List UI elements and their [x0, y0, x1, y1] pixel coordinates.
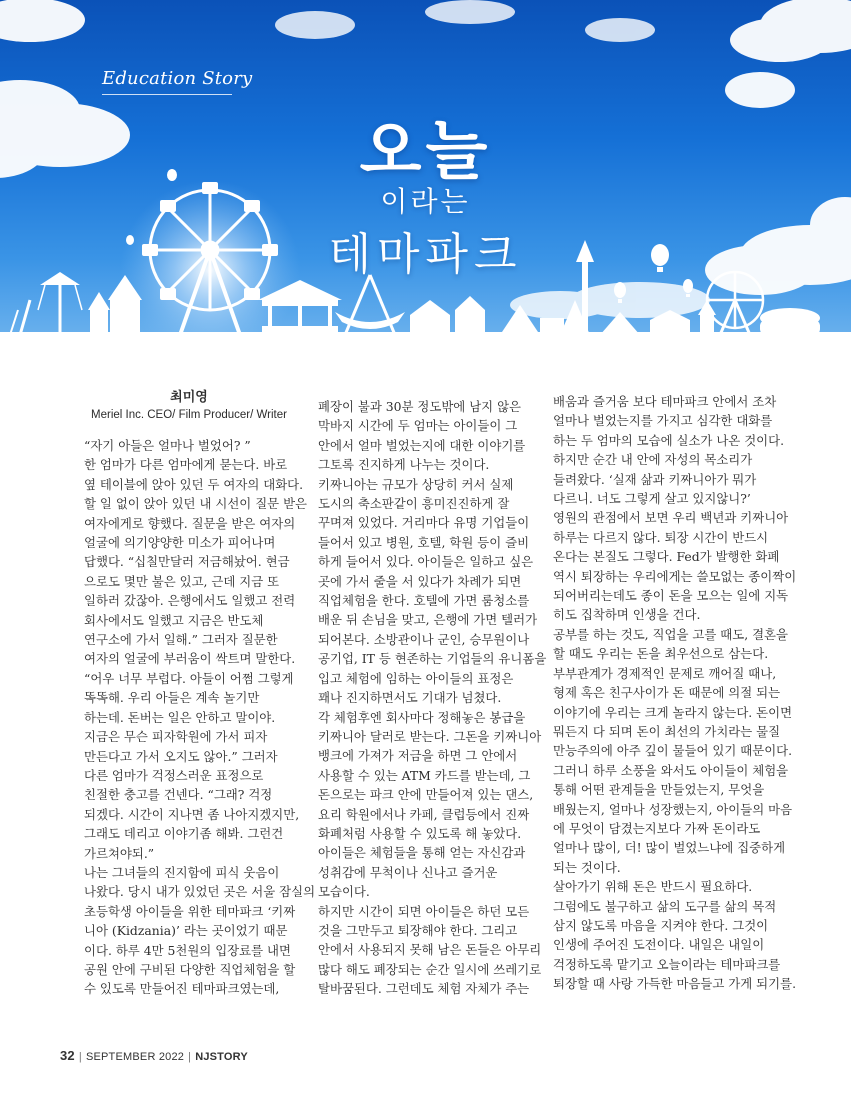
- text-line: 다른 엄마가 걱정스러운 표정으로: [84, 767, 264, 783]
- text-line: 배움과 즐거움 보다 테마파크 안에서 조차: [553, 394, 777, 409]
- text-line: 나왔다. 당시 내가 있었던 곳은 서울 잠실의: [84, 884, 316, 900]
- text-line: 들려왔다. ‘실재 삶과 키짜니아가 뭐가: [553, 471, 757, 487]
- text-line: 그토록 진지하게 나누는 것이다.: [318, 457, 490, 473]
- text-line: 친절한 충고를 건넨다. “그래? 걱정: [84, 787, 273, 803]
- text-line: 되어버리는데도 종이 돈을 모으는 일에 지독: [553, 588, 789, 604]
- column-body: [318, 397, 547, 999]
- hero-banner: [0, 0, 851, 345]
- text-line: 하는데. 돈버는 일은 안하고 말이야.: [84, 709, 276, 725]
- text-line: 여자에게로 향했다. 질문을 받은 여자의: [84, 515, 296, 531]
- text-line: 만능주의에 아주 깊이 물들어 있기 때문이다.: [553, 743, 793, 759]
- text-line: 많다 해도 폐장되는 순간 일시에 쓰레기로: [318, 961, 542, 977]
- text-line: 안에서 사용되지 못해 남은 돈들은 아무리: [318, 942, 542, 958]
- footer-separator: |: [78, 1051, 82, 1063]
- text-line: 여자의 얼굴에 부러움이 싹트며 말한다.: [84, 651, 296, 667]
- text-line: 얼마나 많이, 더! 많이 벌었느냐에 집중하게: [553, 840, 786, 856]
- column-body: [84, 436, 316, 999]
- text-line: 그러니 하루 소풍을 와서도 아이들이 체험을: [553, 762, 789, 778]
- text-line: 똑똑해. 우리 아들은 계속 놀기만: [84, 690, 260, 706]
- text-line: 연구소에 가서 일해.” 그러자 질문한: [84, 632, 278, 648]
- page-footer: [60, 1048, 248, 1063]
- column-body: [553, 392, 797, 994]
- text-line: 이야기에 우리는 크게 놀라지 않는다. 돈이면: [553, 704, 793, 720]
- author-block: [84, 388, 294, 424]
- section-label: Education Story: [102, 68, 253, 89]
- text-line: 되는 것이다.: [553, 859, 621, 875]
- text-line: 안에서 얼마 벌었는지에 대한 이야기를: [318, 437, 526, 453]
- text-line: 니아 (Kidzania)’ 라는 곳이었기 때문: [84, 923, 288, 939]
- cloud-top-center: [275, 0, 655, 42]
- text-line: 다르니. 너도 그렇게 살고 있지않니?’: [553, 491, 751, 507]
- text-line: 옆 테이블에 앉아 있던 두 여자의 대화다.: [84, 476, 304, 492]
- page-number: 32: [60, 1048, 75, 1063]
- text-line: 것을 그만두고 퇴장해야 한다. 그리고: [318, 922, 518, 938]
- text-line: 공부를 하는 것도, 직업을 고를 때도, 결혼을: [553, 626, 788, 642]
- text-line: 하게 들어서 있다. 아이들은 일하고 싶은: [318, 554, 534, 570]
- text-line: 만든다고 가서 오지도 않아.” 그러자: [84, 748, 278, 764]
- title-line-3: 테마파크: [328, 229, 523, 280]
- text-line: 키짜니아 달러로 받는다. 그돈을 키짜니아: [318, 728, 542, 744]
- text-line: 수 있도록 만들어진 테마파크였는데,: [84, 981, 280, 997]
- text-line: 살아가기 위해 돈은 반드시 필요하다.: [553, 879, 753, 895]
- text-line: 온다는 본질도 그렇다. Fed가 발행한 화폐: [553, 549, 780, 565]
- text-line: 회사에서도 일했고 지금은 반도체: [84, 612, 264, 628]
- article-column-3: [553, 392, 797, 994]
- text-line: 돈으로는 파크 안에 만들어져 있는 댄스,: [318, 787, 534, 803]
- text-line: 막바지 시간에 두 엄마는 아이들이 그: [318, 418, 518, 434]
- text-line: 들어서 있고 병원, 호텔, 학원 등이 즐비: [318, 534, 530, 550]
- text-line: 꾸며져 있었다. 거리마다 유명 기업들이: [318, 515, 530, 531]
- text-line: 화폐처럼 사용할 수 있도록 해 놓았다.: [318, 825, 522, 841]
- text-line: 으로도 몇만 불은 있고, 근데 지금 또: [84, 573, 280, 589]
- text-line: 도시의 축소판같이 흥미진진하게 잘: [318, 496, 510, 512]
- text-line: 초등학생 아이들을 위한 테마파크 ‘키짜: [84, 903, 296, 919]
- footer-separator: |: [188, 1051, 192, 1063]
- cloud-low-right: [510, 282, 710, 319]
- text-line: 걱정하도록 맡기고 오늘이라는 테마파크를: [553, 956, 781, 972]
- text-line: 영원의 관점에서 보면 우리 백년과 키짜니아: [553, 510, 789, 526]
- text-line: 폐장이 불과 30분 정도밖에 남지 않은: [318, 399, 522, 414]
- text-line: 되겠다. 시간이 지나면 좀 나아지겠지만,: [84, 806, 300, 822]
- article-column-1: [84, 388, 316, 999]
- text-line: 모습이다.: [318, 884, 370, 900]
- text-line: 형제 혹은 친구사이가 돈 때문에 의절 되는: [553, 685, 781, 701]
- text-line: 사용할 수 있는 ATM 카드를 받는데, 그: [318, 767, 531, 783]
- title-line-1: 오늘: [359, 115, 492, 189]
- text-line: 하지만 순간 내 안에 자성의 목소리가: [553, 452, 753, 468]
- text-line: 얼마나 벌었는지를 가지고 심각한 대화를: [553, 413, 773, 429]
- text-line: 지금은 무슨 피자학원에 가서 피자: [84, 729, 268, 745]
- text-line: 할 때도 우리는 돈을 최우선으로 삼는다.: [553, 646, 769, 662]
- text-line: 성취감에 무척이나 신나고 즐거운: [318, 864, 498, 880]
- pirate-ship-icon: [335, 275, 405, 335]
- title-line-2: 이라는: [380, 185, 471, 218]
- article-column-2: [318, 397, 547, 999]
- text-line: 할 일 없이 앉아 있던 내 시선이 질문 받은: [84, 496, 308, 512]
- text-line: 역시 퇴장하는 우리에게는 쓸모없는 종이짝이: [553, 568, 797, 584]
- issue-date: SEPTEMBER 2022: [85, 1051, 185, 1063]
- text-line: 얼굴에 의기양양한 미소가 피어나며: [84, 535, 276, 551]
- text-line: 한 엄마가 다른 엄마에게 묻는다. 바로: [84, 457, 288, 473]
- text-line: 배운 뒤 손님을 맞고, 은행에 가면 텔러가: [318, 612, 538, 628]
- text-line: 뱅크에 가져가 저금을 하면 그 안에서: [318, 748, 518, 764]
- text-line: 삼지 않도록 마음을 지켜야 한다. 그것이: [553, 917, 769, 933]
- text-line: 부부관계가 경제적인 문제로 깨어질 때나,: [553, 665, 777, 681]
- text-line: 곳에 가서 줄을 서 있다가 차례가 되면: [318, 573, 522, 589]
- cloud-right-top: [725, 0, 851, 108]
- text-line: 하지만 시간이 되면 아이들은 하던 모든: [318, 903, 530, 919]
- text-line: 하는 두 엄마의 모습에 실소가 나온 것이다.: [553, 432, 785, 448]
- author-role: Meriel Inc. CEO/ Film Producer/ Writer: [91, 409, 287, 421]
- text-line: 꽤나 진지하면서도 기대가 넘쳤다.: [318, 690, 502, 706]
- text-line: 인생에 주어진 도전이다. 내일은 내일이: [553, 937, 765, 953]
- text-line: 아이들은 체험들을 통해 얻는 자신감과: [318, 845, 526, 861]
- text-line: 배웠는지, 얼마나 성장했는지, 아이들의 마음: [553, 801, 793, 817]
- author-name: 최미영: [170, 389, 208, 404]
- text-line: 그래도 데리고 이야기좀 해봐. 그런건: [84, 826, 284, 842]
- text-line: 공기업, IT 등 현존하는 기업들의 유니폼을: [318, 651, 547, 667]
- text-line: 퇴장할 때 사랑 가득한 마음들고 가게 되기를.: [553, 976, 797, 992]
- text-line: “자기 아들은 얼마나 벌었어? ”: [84, 438, 251, 453]
- text-line: 이다. 하루 4만 5천원의 입장료를 내면: [84, 942, 291, 958]
- text-line: 요리 학원에서나 카페, 클럽등에서 진짜: [318, 806, 530, 822]
- text-line: “어우 너무 부럽다. 아들이 어쩜 그렇게: [84, 670, 294, 686]
- text-line: 가르쳐야되.”: [84, 845, 155, 861]
- text-line: 그럼에도 불구하고 삶의 도구를 삶의 목적: [553, 898, 777, 914]
- text-line: 입고 체험에 임하는 아이들의 표정은: [318, 670, 514, 686]
- text-line: 되어본다. 소방관이나 군인, 승무원이나: [318, 631, 530, 647]
- text-line: 탈바꿈된다. 그런데도 체험 자체가 주는: [318, 981, 530, 997]
- text-line: 에 무엇이 담겼는지보다 가짜 돈이라도: [553, 820, 761, 836]
- magazine-name: NJSTORY: [195, 1051, 248, 1063]
- text-line: 키짜니아는 규모가 상당히 커서 실제: [318, 476, 514, 492]
- text-line: 답했다. “십칠만달러 저금해놨어. 현금: [84, 554, 290, 570]
- section-rule: [102, 94, 232, 95]
- text-line: 공원 안에 구비된 다양한 직업체험을 할: [84, 961, 296, 977]
- text-line: 뭐든지 다 되며 돈이 최선의 가치라는 물질: [553, 723, 781, 739]
- text-line: 히도 집착하며 인생을 건다.: [553, 607, 701, 623]
- text-line: 통해 어떤 관계들을 만들었는지, 무엇을: [553, 782, 765, 798]
- text-line: 나는 그녀들의 진지함에 피식 웃음이: [84, 864, 280, 880]
- text-line: 하루는 다르지 않다. 퇴장 시간이 반드시: [553, 529, 769, 545]
- text-line: 직업체험을 한다. 호텔에 가면 룸청소를: [318, 593, 530, 609]
- text-line: 일하러 갔잖아. 은행에서도 일했고 전력: [84, 593, 296, 609]
- text-line: 각 체험후엔 회사마다 정해놓은 봉급을: [318, 709, 526, 725]
